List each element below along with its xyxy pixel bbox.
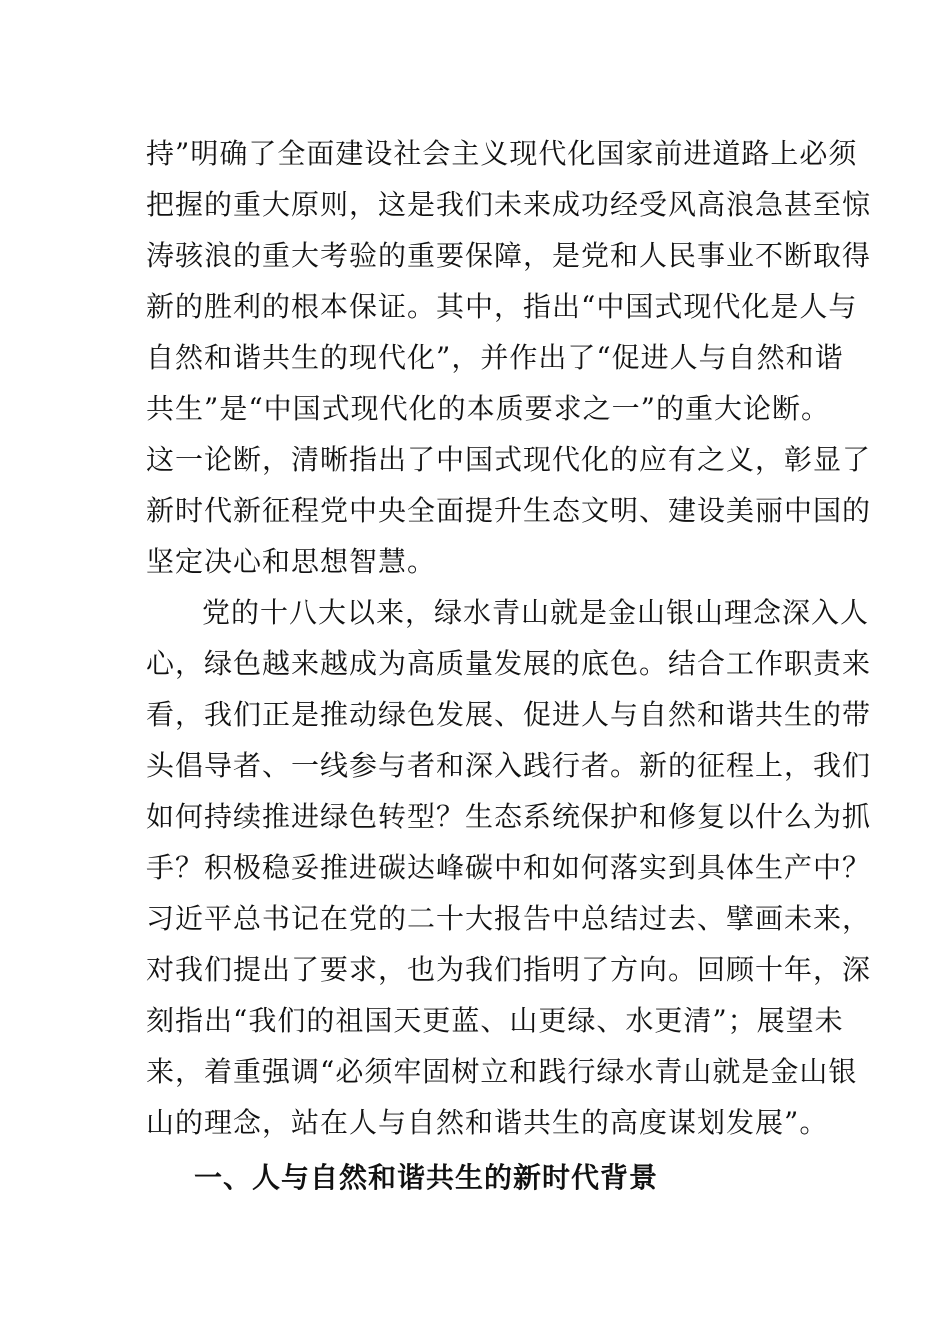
paragraph-line: 涛骇浪的重大考验的重要保障，是党和人民事业不断取得 — [146, 239, 872, 272]
paragraph-line: 心，绿色越来越成为高质量发展的底色。结合工作职责来 — [146, 647, 872, 680]
paragraph-2 — [146, 587, 872, 1148]
section-heading: 一、人与自然和谐共生的新时代背景 — [194, 1161, 659, 1194]
paragraph-line: 看，我们正是推动绿色发展、促进人与自然和谐共生的带 — [146, 698, 872, 731]
paragraph-line: 如何持续推进绿色转型？生态系统保护和修复以什么为抓 — [146, 800, 872, 833]
paragraph-line: 这一论断，清晰指出了中国式现代化的应有之义，彰显了 — [146, 443, 872, 476]
paragraph-line: 坚定决心和思想智慧。 — [146, 545, 437, 578]
paragraph-line: 新时代新征程党中央全面提升生态文明、建设美丽中国的 — [146, 494, 872, 527]
paragraph-line: 把握的重大原则，这是我们未来成功经受风高浪急甚至惊 — [146, 188, 872, 221]
paragraph-line: 党的十八大以来，绿水青山就是金山银山理念深入人 — [202, 596, 870, 629]
paragraph-line: 自然和谐共生的现代化”，并作出了“促进人与自然和谐 — [146, 341, 844, 374]
paragraph-line: 习近平总书记在党的二十大报告中总结过去、擘画未来， — [146, 902, 872, 935]
paragraph-line: 手？积极稳妥推进碳达峰碳中和如何落实到具体生产中？ — [146, 851, 872, 884]
paragraph-line: 新的胜利的根本保证。其中，指出“中国式现代化是人与 — [146, 290, 858, 323]
paragraph-line: 对我们提出了要求，也为我们指明了方向。回顾十年，深 — [146, 953, 872, 986]
paragraph-line: 来，着重强调“必须牢固树立和践行绿水青山就是金山银 — [146, 1055, 858, 1088]
paragraph-line: 共生”是“中国式现代化的本质要求之一”的重大论断。 — [146, 392, 830, 425]
document-body — [146, 128, 872, 1203]
paragraph-line: 刻指出“我们的祖国天更蓝、山更绿、水更清”；展望未 — [146, 1004, 844, 1037]
paragraph-line: 持”明确了全面建设社会主义现代化国家前进道路上必须 — [146, 137, 858, 170]
paragraph-line: 头倡导者、一线参与者和深入践行者。新的征程上，我们 — [146, 749, 872, 782]
paragraph-line: 山的理念，站在人与自然和谐共生的高度谋划发展”。 — [146, 1106, 829, 1139]
paragraph-1 — [146, 128, 872, 587]
